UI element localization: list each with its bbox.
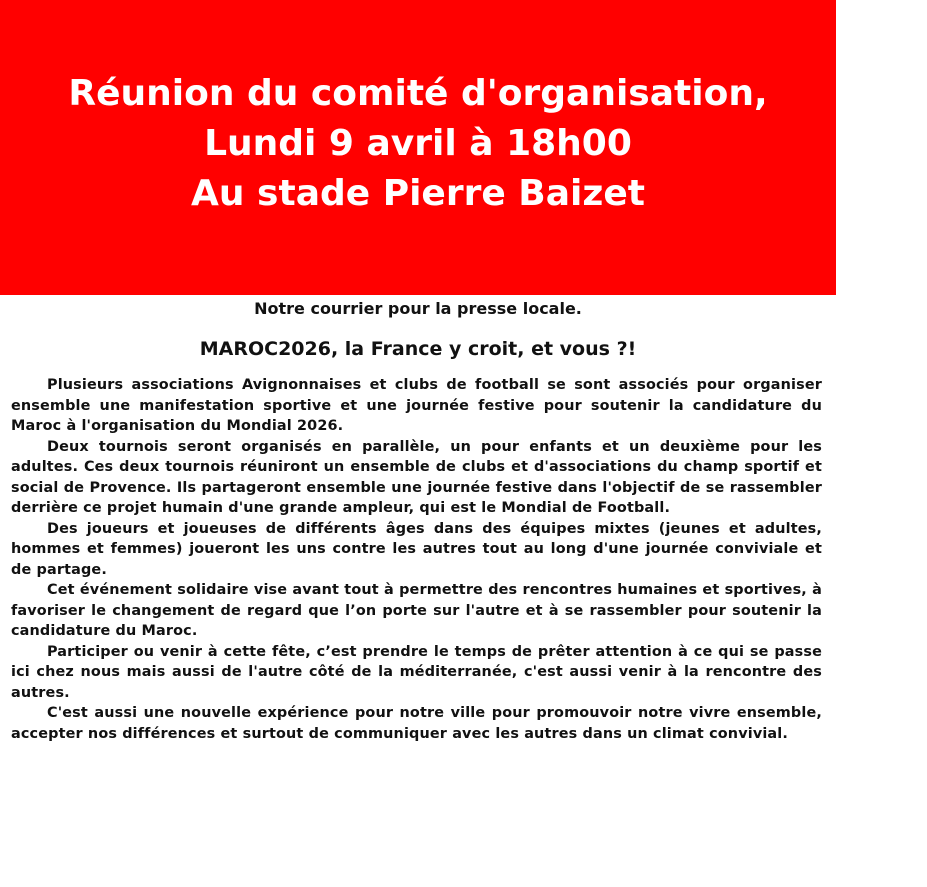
paragraph: Cet événement solidaire vise avant tout à permettre des rencontres humaines et sportives, à favoriser le changement de regard que l’on porte sur l'autre et à se rassembler pour soutenir la candidature du Maroc.: [11, 582, 822, 639]
letter-headline: MAROC2026, la France y croit, et vous ?!: [199, 338, 637, 360]
banner-title-line: Réunion du comité d'organisation,: [68, 73, 768, 114]
paragraph: Participer ou venir à cette fête, c’est prendre le temps de prêter attention à ce qui se passe ici chez nous mais aussi de l'autre côté de la méditerranée, c'est aussi venir à la rencontre des autres.: [11, 643, 822, 701]
paragraph: Deux tournois seront organisés en parallèle, un pour enfants et un deuxième pour les adultes. Ces deux tournois réuniront un ensemble de clubs et d'associations du champ sportif et social de Provence. Ils partageront ensemble une journée festive dans l'objectif de se rassembler derrière ce projet humain d'une grande ampleur, qui est le Mondial de Football.: [11, 438, 822, 516]
event-banner: [0, 0, 836, 295]
letter-subtitle: Notre courrier pour la presse locale.: [254, 299, 582, 318]
paragraph: C'est aussi une nouvelle expérience pour notre ville pour promouvoir notre vivre ensemble, accepter nos différences et surtout de communiquer avec les autres dans un climat convivial.: [11, 705, 822, 742]
banner-date-line: Lundi 9 avril à 18h00: [204, 123, 632, 164]
letter-body: [11, 375, 822, 744]
paragraph: Plusieurs associations Avignonnaises et clubs de football se sont associés pour organiser ensemble une manifestation sportive et une journée festive pour soutenir la candidature du Maroc à l'organisation du Mondial 2026.: [11, 377, 822, 434]
paragraph: Des joueurs et joueuses de différents âges dans des équipes mixtes (jeunes et adultes, hommes et femmes) joueront les uns contre les autres tout au long d'une journée conviviale et de partage.: [11, 520, 822, 578]
banner-location-line: Au stade Pierre Baizet: [191, 173, 645, 214]
